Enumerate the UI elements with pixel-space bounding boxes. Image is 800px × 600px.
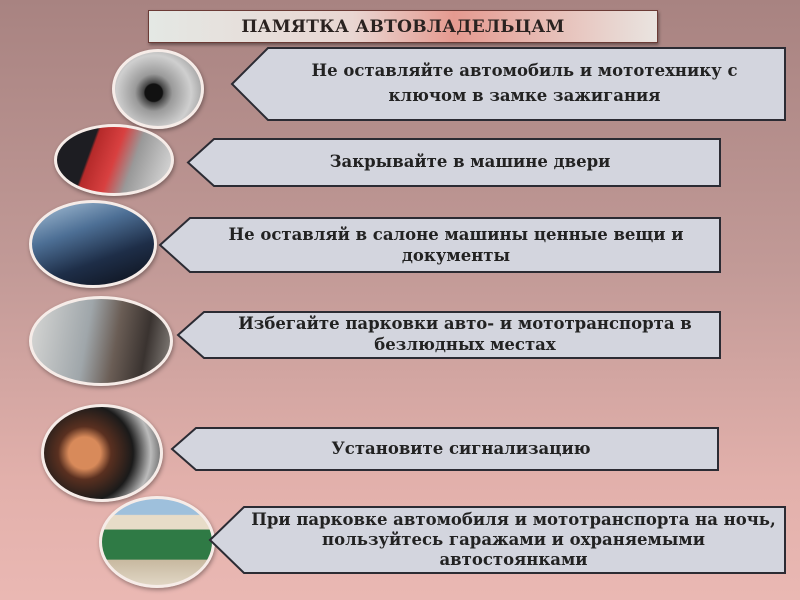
tip-text: Установите сигнализацию xyxy=(331,438,591,458)
tip-banner-1 xyxy=(232,48,785,120)
tip-text: Избегайте парковки авто- и мототранспорта в безлюдных местах xyxy=(238,314,692,354)
car-window-photo xyxy=(29,200,157,288)
tip-text: При парковке автомобиля и мототранспорта на ночь, пользуйтесь гаражами и охраняемыми автостоянками xyxy=(251,510,776,569)
car-seat-door-photo xyxy=(54,124,174,196)
garages-photo xyxy=(99,496,215,588)
car-alarm-photo xyxy=(41,404,163,502)
tip-text: Закрывайте в машине двери xyxy=(329,152,611,172)
tip-banner-4 xyxy=(178,312,720,358)
ignition-key-photo xyxy=(112,49,204,129)
tip-banner-6 xyxy=(210,507,785,573)
tip-banner-3 xyxy=(160,218,720,272)
tip-banner-5 xyxy=(172,428,718,470)
tip-banner-2 xyxy=(188,139,720,186)
car-thief-photo xyxy=(29,296,173,386)
tip-text: Не оставляйте автомобиль и мототехнику с ключом в замке зажигания xyxy=(311,61,738,105)
tip-text: Не оставляй в салоне машины ценные вещи и документы xyxy=(228,224,684,265)
page-title: ПАМЯТКА АВТОВЛАДЕЛЬЦАМ xyxy=(148,10,658,43)
